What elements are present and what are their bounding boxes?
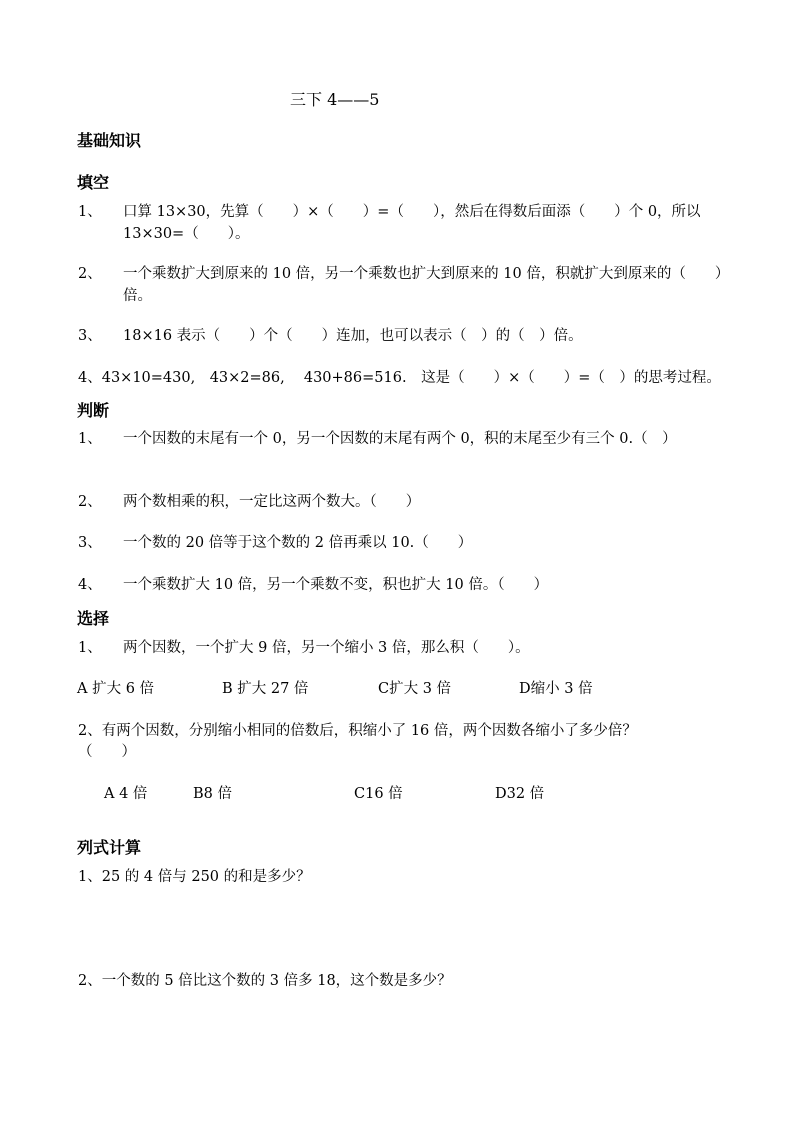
section-heading-choice: 选择 xyxy=(77,609,110,628)
judge-q1-text: 一个因数的末尾有一个 0，另一个因数的末尾有两个 0，积的末尾至少有三个 0.（ ） xyxy=(123,431,677,447)
choice-q1-option-c: C扩大 3 倍 xyxy=(378,681,452,697)
fill-q2-number: 2、 xyxy=(78,266,102,282)
choice-q2-blank: （ ） xyxy=(78,744,136,760)
judge-q3-text: 一个数的 20 倍等于这个数的 2 倍再乘以 10.（ ） xyxy=(123,535,473,551)
section-heading-fill-blank: 填空 xyxy=(77,173,110,192)
fill-q2-text: 一个乘数扩大到原来的 10 倍，另一个乘数也扩大到原来的 10 倍，积就扩大到原来的（ ）倍。 xyxy=(123,266,723,304)
judge-q3-number: 3、 xyxy=(78,535,102,551)
fill-q1-number: 1、 xyxy=(78,204,102,220)
judge-q2-number: 2、 xyxy=(78,494,102,510)
fill-q1-text: 口算 13×30，先算（ ）×（ ）=（ ），然后在得数后面添（ ）个 0，所以 13×30=（ ）。 xyxy=(123,204,701,242)
choice-q1-text: 两个因数，一个扩大 9 倍，另一个缩小 3 倍，那么积（ ）。 xyxy=(123,640,530,656)
section-heading-calc: 列式计算 xyxy=(77,838,142,857)
choice-q2-option-a: A 4 倍 xyxy=(104,786,148,802)
judge-q4-text: 一个乘数扩大 10 倍，另一个乘数不变，积也扩大 10 倍。（ ） xyxy=(123,577,549,593)
choice-q1-option-a: A 扩大 6 倍 xyxy=(77,681,155,697)
choice-q1-option-b: B 扩大 27 倍 xyxy=(222,681,309,697)
page-title: 三下 4——5 xyxy=(290,90,380,109)
choice-q2-option-d: D32 倍 xyxy=(495,786,545,802)
calc-q2-text: 2、一个数的 5 倍比这个数的 3 倍多 18，这个数是多少？ xyxy=(78,973,452,989)
choice-q2-text: 2、有两个因数，分别缩小相同的倍数后，积缩小了 16 倍，两个因数各缩小了多少倍？ xyxy=(78,723,637,739)
fill-q4-text: 4、43×10=430, 43×2=86, 430+86=516. 这是（ ）×（ ）=（ ）的思考过程。 xyxy=(78,370,721,386)
section-heading-judge: 判断 xyxy=(77,401,110,420)
section-heading-basics: 基础知识 xyxy=(77,131,142,150)
choice-q2-option-b: B8 倍 xyxy=(193,786,232,802)
judge-q2-text: 两个数相乘的积，一定比这两个数大。（ ） xyxy=(123,494,421,510)
calc-q1-text: 1、25 的 4 倍与 250 的和是多少？ xyxy=(78,869,311,885)
choice-q2-option-c: C16 倍 xyxy=(354,786,403,802)
fill-q3-number: 3、 xyxy=(78,328,102,344)
fill-q3-text: 18×16 表示（ ）个（ ）连加，也可以表示（ ）的（ ）倍。 xyxy=(123,328,583,344)
judge-q1-number: 1、 xyxy=(78,431,102,447)
choice-q1-number: 1、 xyxy=(78,640,102,656)
judge-q4-number: 4、 xyxy=(78,577,102,593)
choice-q1-option-d: D缩小 3 倍 xyxy=(519,681,593,697)
